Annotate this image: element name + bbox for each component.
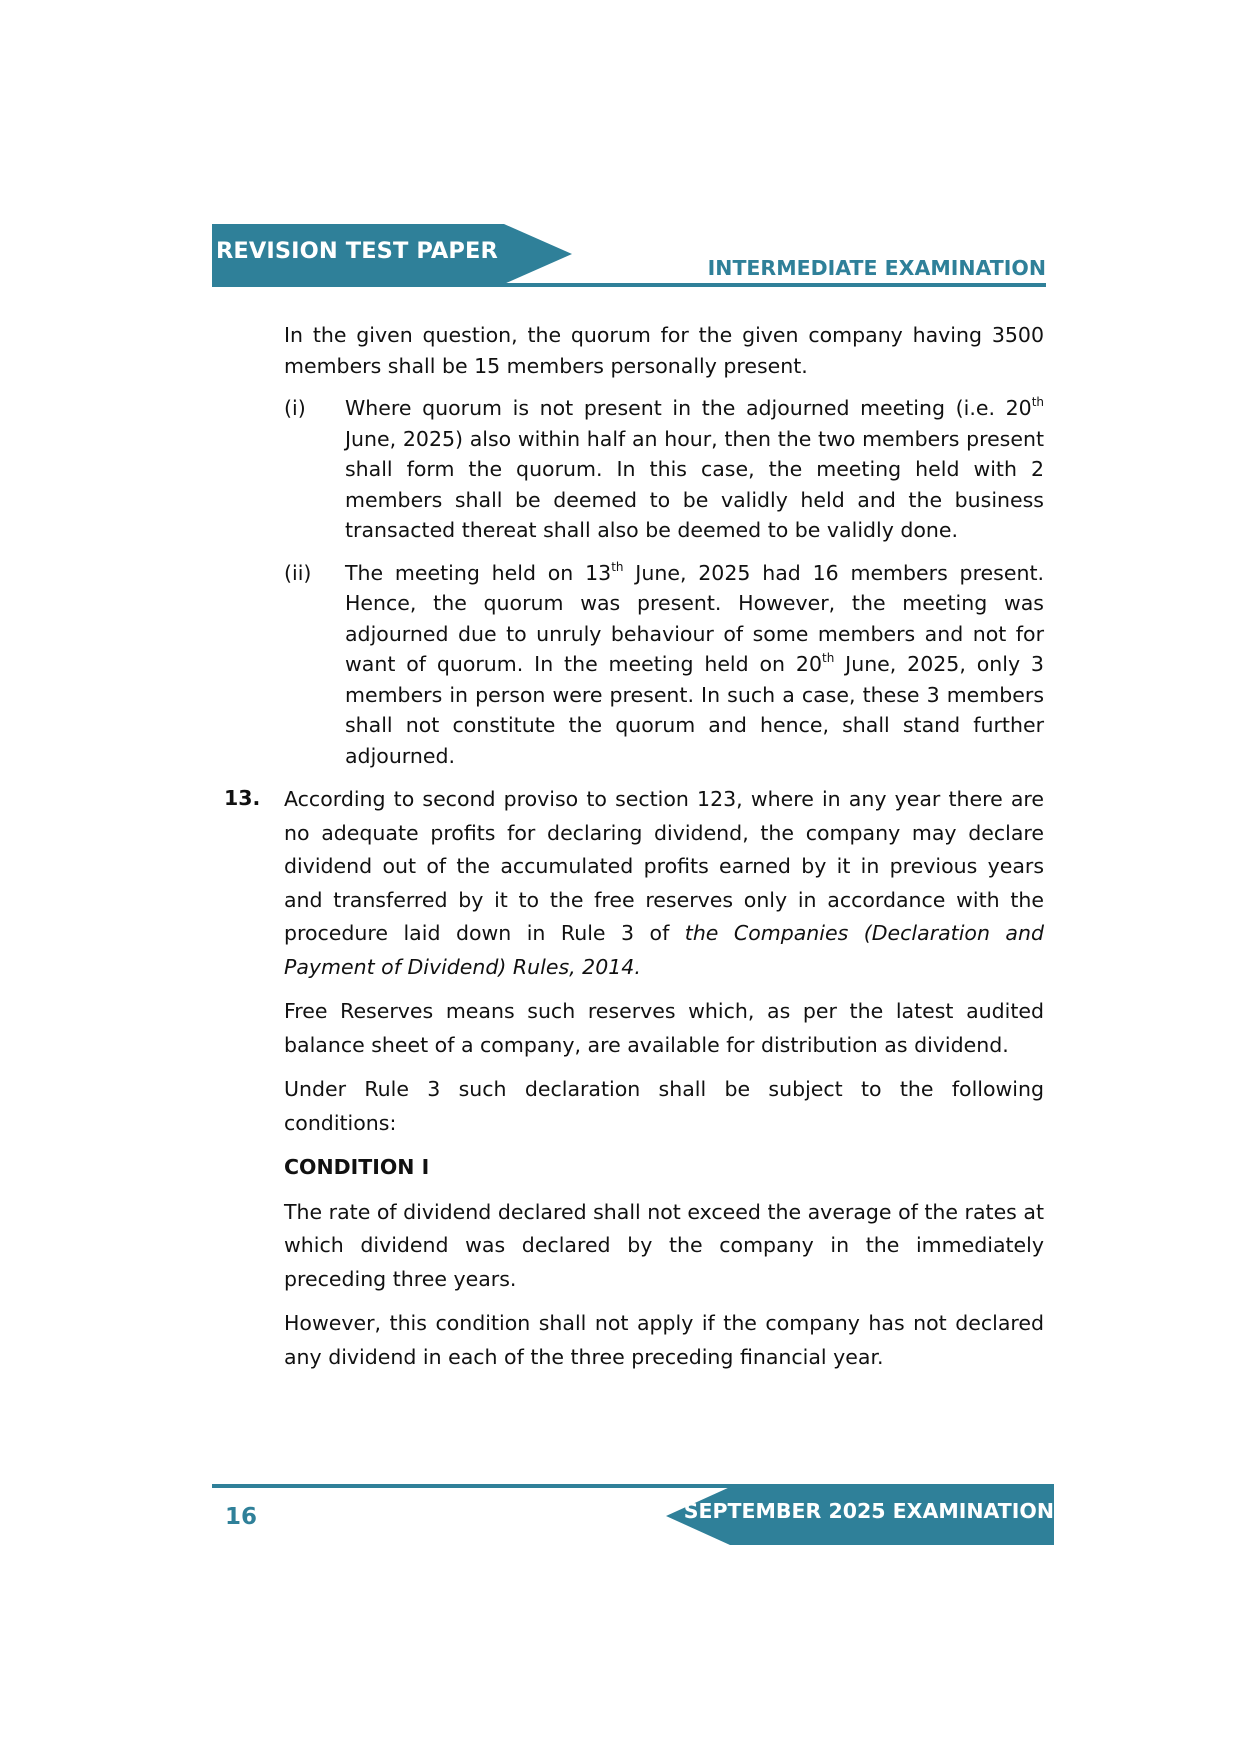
- intro-paragraph: In the given question, the quorum for the given company having 3500 members shall be 15 members personally present.: [284, 323, 1044, 378]
- document-title: REVISION TEST PAPER: [216, 238, 498, 264]
- answer-paragraph: According to second proviso to section 123, where in any year there are no adequate profits for declaring dividend, the company may declare dividend out of the accumulated profits earned by it in previous years and transferred by it to the free reserves only in accordance with the procedure laid down in Rule 3 of the Companies (Declaration and Payment of Dividend) Rules, 2014.: [284, 787, 1044, 979]
- footer-exam-title: SEPTEMBER 2025 EXAMINATION: [683, 1499, 1054, 1523]
- rule-3-paragraph: Under Rule 3 such declaration shall be subject to the following conditions:: [284, 1077, 1044, 1135]
- exam-title: INTERMEDIATE EXAMINATION: [707, 256, 1046, 280]
- free-reserves-paragraph: Free Reserves means such reserves which, as per the latest audited balance sheet of a company, are available for distribution as dividend.: [284, 999, 1044, 1057]
- condition-heading: CONDITION I: [284, 1155, 430, 1179]
- list-item-i: [284, 393, 1044, 546]
- question-13-answer: [224, 783, 1044, 1374]
- list-item-text: Where quorum is not present in the adjourned meeting (i.e. 20th June, 2025) also within half an hour, then the two members present shall form the quorum. In this case, the meeting held with 2 members shall be deemed to be validly held and the business transacted thereat shall also be deemed to be validly done.: [345, 395, 1044, 542]
- list-item-ii: [284, 558, 1044, 772]
- page-number: 16: [225, 1504, 258, 1530]
- list-item-text: The meeting held on 13th June, 2025 had 16 members present. Hence, the quorum was present. However, the meeting was adjourned due to unruly behaviour of some members and not for want of quorum. In the meeting held on 20th June, 2025, only 3 members in person were present. In such a case, these 3 members shall not constitute the quorum and hence, shall stand further adjourned.: [345, 559, 1044, 768]
- footer-tab: [666, 1487, 1054, 1545]
- list-marker: (ii): [284, 560, 312, 585]
- list-marker: (i): [284, 396, 306, 420]
- header-tab: [212, 224, 572, 284]
- exception-paragraph: However, this condition shall not apply if the company has not declared any dividend in each of the three preceding financial year.: [284, 1311, 1044, 1369]
- question-number: 13.: [224, 786, 261, 810]
- header-divider: [212, 283, 1046, 287]
- page-content: [224, 320, 1044, 1385]
- condition-paragraph: The rate of dividend declared shall not exceed the average of the rates at which dividend was declared by the company in the immediately preceding three years.: [284, 1199, 1044, 1291]
